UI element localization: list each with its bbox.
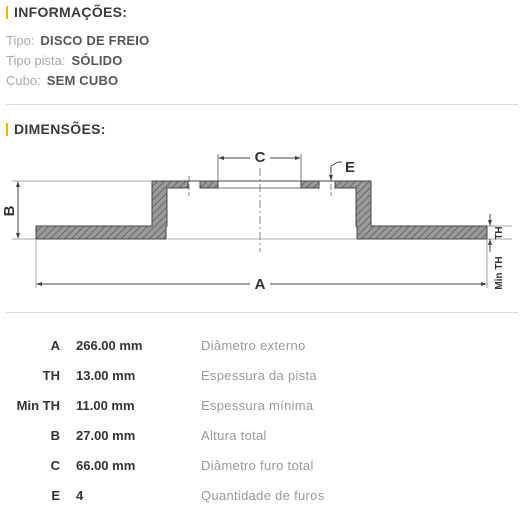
info-value: DISCO DE FREIO <box>40 33 150 48</box>
table-row <box>0 360 325 390</box>
disc-section-right <box>335 181 487 239</box>
hub-segment <box>301 181 319 188</box>
dimension-value: 11.00 mm <box>76 397 135 413</box>
info-title-text: INFORMAÇÕES: <box>14 4 128 20</box>
brake-disc-diagram <box>0 140 525 300</box>
label-min-th: Min TH <box>494 256 505 290</box>
dimension-code: A <box>50 337 60 353</box>
info-label: Tipo pista: <box>6 53 66 68</box>
label-c: C <box>254 149 266 166</box>
disc-section <box>36 181 188 239</box>
info-row-tipo-pista <box>6 53 123 68</box>
divider <box>6 104 518 105</box>
dimensions-section-title <box>6 121 106 137</box>
info-label: Tipo: <box>6 33 35 48</box>
info-row-cubo <box>6 73 118 88</box>
table-row <box>0 450 325 480</box>
arrow-head <box>295 156 301 160</box>
dimension-description: Espessura mínima <box>201 397 314 413</box>
dimension-code: C <box>50 457 60 473</box>
dimension-value: 27.00 mm <box>76 427 136 443</box>
hub-segment <box>200 181 218 188</box>
divider <box>6 312 518 313</box>
info-value: SEM CUBO <box>46 73 119 88</box>
dimension-description: Diâmetro furo total <box>201 457 314 473</box>
table-row <box>0 330 325 360</box>
table-row <box>0 390 325 420</box>
arrow-head <box>488 239 492 245</box>
dimension-code: Min TH <box>16 397 60 413</box>
dimensions-table <box>0 330 325 510</box>
dimensions-title-text: DIMENSÕES: <box>14 121 106 137</box>
dimension-description: Espessura da pista <box>201 367 317 383</box>
accent-bar <box>6 6 8 19</box>
label-a: A <box>254 276 266 293</box>
label-e: E <box>344 159 356 176</box>
arrow-head <box>36 282 42 286</box>
dimension-code: E <box>51 487 60 503</box>
info-row-tipo <box>6 33 149 48</box>
info-section-title <box>6 4 127 20</box>
arrow-head <box>329 175 333 181</box>
accent-bar <box>6 123 8 136</box>
table-row <box>0 420 325 450</box>
arrow-head <box>218 156 224 160</box>
arrow-head <box>16 233 20 239</box>
label-b: B <box>1 205 18 217</box>
arrow-head <box>16 181 20 187</box>
dimension-value: 13.00 mm <box>76 367 136 383</box>
dimension-description: Altura total <box>201 427 267 443</box>
dimension-value: 66.00 mm <box>76 457 136 473</box>
dimension-value: 266.00 mm <box>76 337 143 353</box>
arrow-head <box>481 282 487 286</box>
label-th: TH <box>494 226 505 240</box>
table-row <box>0 480 325 510</box>
dimension-description: Quantidade de furos <box>201 487 325 503</box>
dimension-value: 4 <box>76 487 84 503</box>
dimension-code: B <box>50 427 60 443</box>
dimension-description: Diâmetro externo <box>201 337 306 353</box>
dimension-code: TH <box>42 367 60 383</box>
arrow-head <box>488 220 492 226</box>
info-value: SÓLIDO <box>71 53 123 68</box>
info-label: Cubo: <box>6 73 41 88</box>
